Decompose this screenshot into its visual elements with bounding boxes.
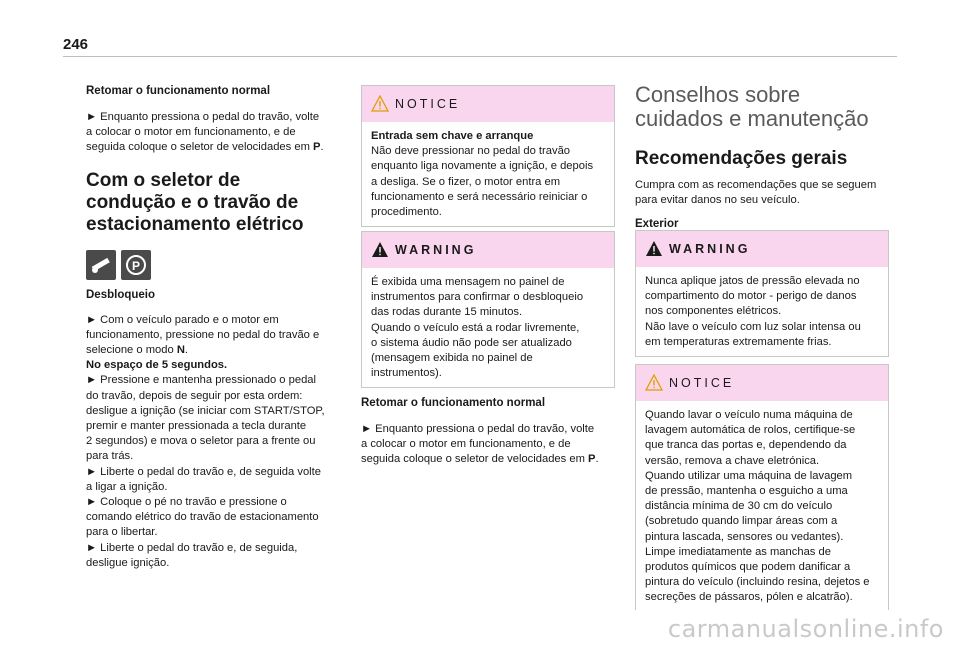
notice-title-2: NOTICE [669,376,735,390]
section-title-selector: Com o seletor de condução e o travão de estacionamento elétrico [86,169,304,235]
warning-header-2 [636,231,888,267]
paragraph-steps: ► Pressione e mantenha pressionado o pedal do travão, depois de seguir por esta ordem: desligue a ignição (se iniciar com START/STOP, premir e manter pressionada a tecla durante 2 segundos) e mova o seletor para a frente ou para trás. ► Liberte o pedal do travão e, de seguida volte a ligar a ignição. ► Coloque o pé no travão e pressione o comando elétrico do travão de estacionamento para o libertar. ► Liberte o pedal do travão e, de seguida, desligue ignição. [86,374,325,569]
parking-brake-icon [121,250,151,280]
paragraph-5-seconds: No espaço de 5 segundos. [86,359,228,372]
notice-heading: Entrada sem chave e arranque [371,130,534,142]
resume-section [361,396,615,468]
intro-paragraph: Cumpra com as recomendações que se seguem para evitar danos no seu veículo. [635,179,877,207]
notice-header-2 [636,365,888,401]
heading-exterior: Exterior [635,218,679,231]
column-1 [86,80,340,571]
svg-text:P: P [131,258,141,273]
chapter-title: Conselhos sobre cuidados e manutenção [635,82,869,131]
paragraph-unlock: ► Com o veículo parado e o motor em funcionamento, pressione no pedal do travão e selecione o modo N. [86,313,320,357]
warning-box-washing [635,230,889,357]
notice-box-washing [635,364,889,610]
warning-title: WARNING [395,243,477,257]
notice-icon [371,95,389,113]
notice-box-keyless [361,85,615,227]
paragraph-resume: ► Enquanto pressiona o pedal do travão, volte a colocar o motor em funcionamento, e de seguida coloque o seletor de velocidades em P. [86,111,324,154]
notice-title: NOTICE [395,97,461,111]
page-number: 246 [63,36,89,53]
section-title-general: Recomendações gerais [635,148,848,169]
watermark: carmanualsonline.info [667,615,944,643]
warning-header [362,232,614,268]
warning-text-2: Nunca aplique jatos de pressão elevada no compartimento do motor - perigo de danos nos componentes elétricos. Não lave o veículo com luz solar intensa ou em temperaturas extremamente frias. [645,275,861,348]
selector-icon [86,250,116,280]
notice-text: Não deve pressionar no pedal do travão enquanto liga novamente a ignição, e depois a desliga. Se o fizer, o motor entra em funcionamento e será necessário reiniciar o procedimento. [371,145,594,219]
warning-icon [645,240,663,258]
column-3 [635,80,889,604]
notice-header [362,86,614,122]
heading-resume-normal: Retomar o funcionamento normal [86,85,271,97]
warning-icon [371,241,389,259]
icon-row [86,250,340,286]
warning-title-2: WARNING [669,242,751,256]
notice-icon [645,374,663,392]
heading-resume-normal-2: Retomar o funcionamento normal [361,397,546,409]
warning-box-unlock [361,231,615,388]
notice-text-2: Quando lavar o veículo numa máquina de lavagem automática de rolos, certifique-se que tranca das portas e, dependendo da versão, remova a chave eletrónica. Quando utilizar uma máquina de lavagem de pressão, mantenha o esguicho a uma distância mínima de 30 cm do veículo (sobretudo quando limpar áreas com a pintura lascada, sensores ou vedantes). Limpe imediatamente as manchas de produtos químicos que podem danificar a pintura do veículo (incluindo resina, dejetos e secreções de pássaros, pólen e alcatrão). [645,409,870,604]
warning-text: É exibida uma mensagem no painel de instrumentos para confirmar o desbloqueio das rodas durante 15 minutos. Quando o veículo está a rodar livremente, o sistema áudio não pode ser atualizado (mensagem exibida no painel de instrumentos). [371,276,584,380]
heading-unlock: Desbloqueio [86,288,156,301]
header-divider [63,56,897,57]
paragraph-resume-2: ► Enquanto pressiona o pedal do travão, volte a colocar o motor em funcionamento, e de seguida coloque o seletor de velocidades em P. [361,423,599,466]
